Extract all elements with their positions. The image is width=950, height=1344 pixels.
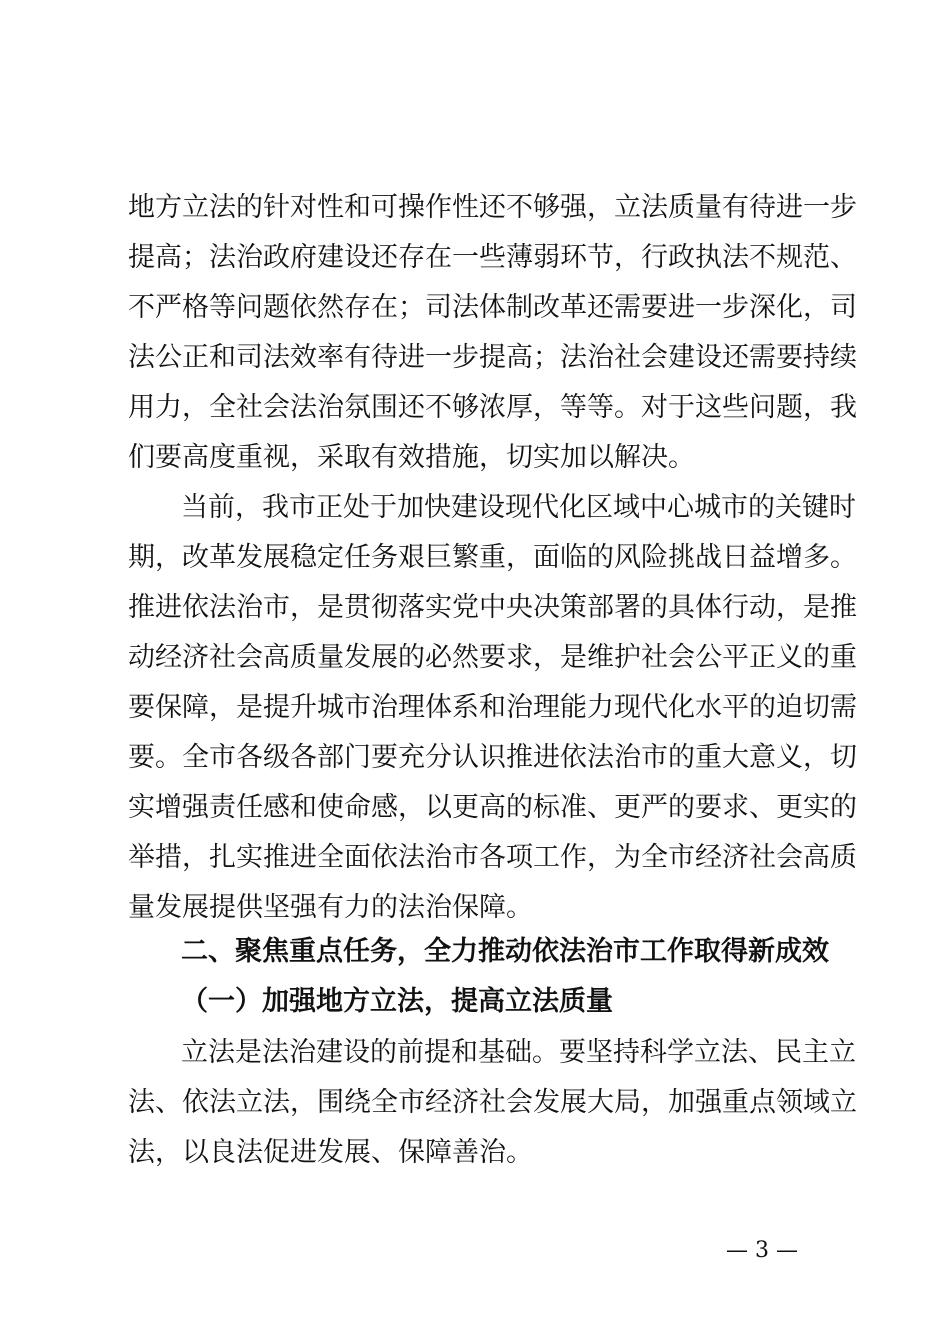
paragraph-1-line-2: 提高；法治政府建设还存在一些薄弱环节，行政执法不规范、 [128, 242, 857, 273]
page-number: — 3 — [726, 1238, 798, 1263]
paragraph-2-line-6: 要。全市各级各部门要充分认识推进依法治市的重大意义，切 [128, 742, 857, 773]
paragraph-2-line-2: 期，改革发展稳定任务艰巨繁重，面临的风险挑战日益增多。 [128, 542, 857, 573]
paragraph-3-line-3: 法，以良法促进发展、保障善治。 [128, 1137, 533, 1168]
paragraph-3-line-2: 法、依法立法，围绕全市经济社会发展大局，加强重点领域立 [128, 1087, 857, 1118]
section-heading-2: 二、聚焦重点任务，全力推动依法治市工作取得新成效 [181, 936, 829, 967]
paragraph-1-line-1: 地方立法的针对性和可操作性还不够强，立法质量有待进一步 [128, 192, 857, 223]
paragraph-3-line-1: 立法是法治建设的前提和基础。要坚持科学立法、民主立 [181, 1037, 856, 1068]
paragraph-2-line-3: 推进依法治市，是贯彻落实党中央决策部署的具体行动，是推 [128, 592, 857, 623]
paragraph-2-line-7: 实增强责任感和使命感，以更高的标准、更严的要求、更实的 [128, 792, 857, 823]
paragraph-2-line-1: 当前，我市正处于加快建设现代化区域中心城市的关键时 [181, 492, 856, 523]
paragraph-3 [128, 1028, 857, 1178]
paragraph-1 [128, 183, 857, 483]
paragraph-1-line-5: 用力，全社会法治氛围还不够浓厚，等等。对于这些问题，我 [128, 392, 857, 423]
paragraph-1-line-6: 们要高度重视，采取有效措施，切实加以解决。 [128, 442, 695, 473]
paragraph-1-line-4: 法公正和司法效率有待进一步提高；法治社会建设还需要持续 [128, 342, 857, 373]
subsection-heading [128, 977, 832, 1027]
paragraph-1-line-3: 不严格等问题依然存在；司法体制改革还需要进一步深化，司 [128, 292, 857, 323]
paragraph-2-line-8: 举措，扎实推进全面依法治市各项工作，为全市经济社会高质 [128, 842, 857, 873]
paragraph-2 [128, 483, 857, 933]
paragraph-2-line-4: 动经济社会高质量发展的必然要求，是维护社会公平正义的重 [128, 642, 857, 673]
subsection-heading-1: （一）加强地方立法，提高立法质量 [181, 986, 613, 1017]
paragraph-2-line-9: 量发展提供坚强有力的法治保障。 [128, 892, 533, 923]
section-heading [128, 927, 832, 977]
paragraph-2-line-5: 要保障，是提升城市治理体系和治理能力现代化水平的迫切需 [128, 692, 857, 723]
